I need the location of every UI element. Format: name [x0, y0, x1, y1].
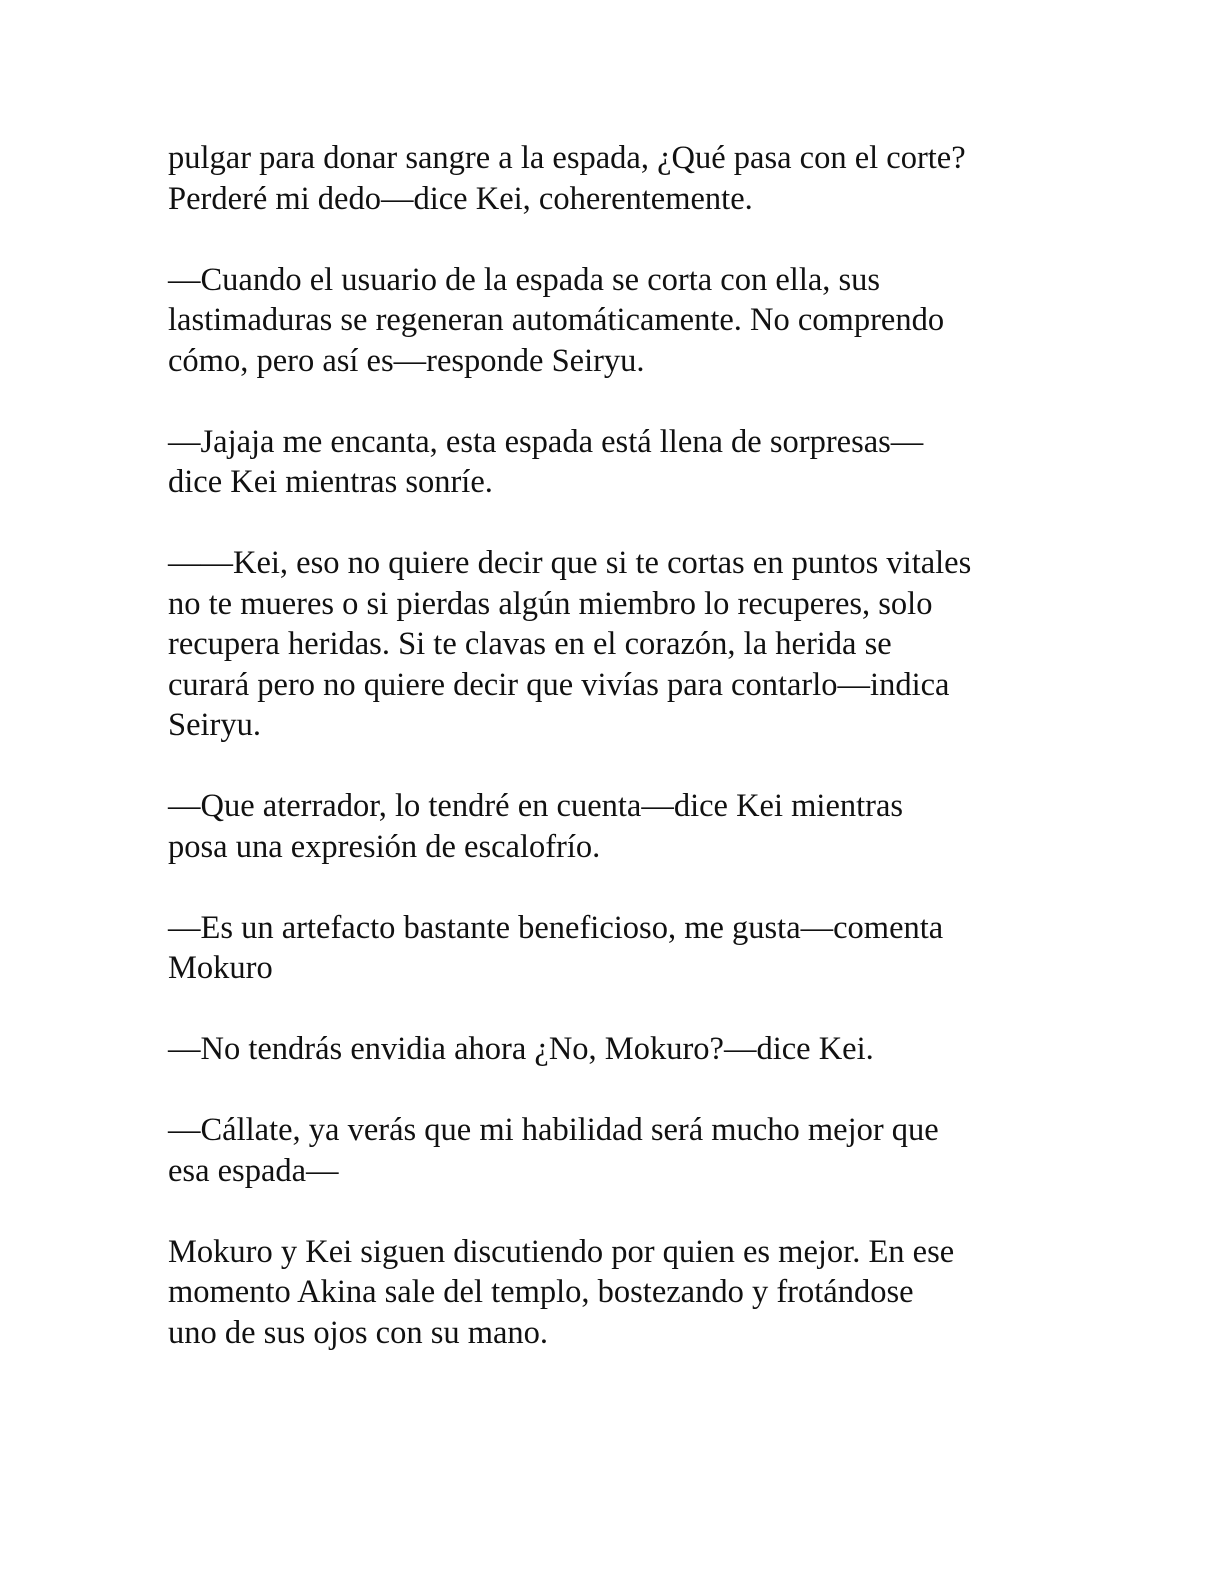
text-line: Mokuro y Kei siguen discutiendo por quien es mejor. En ese: [168, 1233, 955, 1270]
text-line: posa una expresión de escalofrío.: [168, 828, 601, 865]
text-line: esa espada—: [168, 1152, 339, 1189]
text-line: Perderé mi dedo—dice Kei, coherentemente.: [168, 180, 753, 217]
paragraph-7: [168, 1029, 1068, 1070]
text-line: —Cállate, ya verás que mi habilidad será mucho mejor que: [168, 1112, 939, 1148]
paragraph-5: [168, 786, 1068, 867]
text-line: curará pero no quiere decir que vivías para contarlo—indica: [168, 666, 950, 703]
text-line: Seiryu.: [168, 707, 261, 743]
text-line: recupera heridas. Si te clavas en el corazón, la herida se: [168, 626, 892, 662]
text-line: —Cuando el usuario de la espada se corta con ella, sus: [168, 261, 881, 298]
text-line: dice Kei mientras sonríe.: [168, 464, 493, 500]
paragraph-1: [168, 138, 1068, 219]
paragraph-6: [168, 908, 1068, 989]
text-line: cómo, pero así es—responde Seiryu.: [168, 342, 645, 379]
paragraph-2: [168, 260, 1068, 382]
paragraph-9: [168, 1232, 1068, 1354]
text-line: —Jajaja me encanta, esta espada está llena de sorpresas—: [168, 423, 924, 460]
paragraph-8: [168, 1110, 1068, 1191]
text-line: —Es un artefacto bastante beneficioso, me gusta—comenta: [168, 909, 944, 946]
text-line: pulgar para donar sangre a la espada, ¿Qué pasa con el corte?: [168, 140, 966, 176]
text-line: uno de sus ojos con su mano.: [168, 1314, 549, 1351]
text-line: lastimaduras se regeneran automáticamente. No comprendo: [168, 302, 945, 338]
text-line: momento Akina sale del templo, bostezando y frotándose: [168, 1274, 914, 1310]
text-line: ——Kei, eso no quiere decir que si te cortas en puntos vitales: [168, 545, 972, 581]
paragraph-3: [168, 422, 1068, 503]
text-line: no te mueres o si pierdas algún miembro lo recuperes, solo: [168, 585, 933, 622]
document-page: [168, 138, 1068, 1394]
text-line: —Que aterrador, lo tendré en cuenta—dice Kei mientras: [168, 788, 904, 824]
text-line: Mokuro: [168, 950, 273, 986]
paragraph-4: [168, 543, 1068, 746]
text-line: —No tendrás envidia ahora ¿No, Mokuro?—dice Kei.: [168, 1031, 874, 1067]
